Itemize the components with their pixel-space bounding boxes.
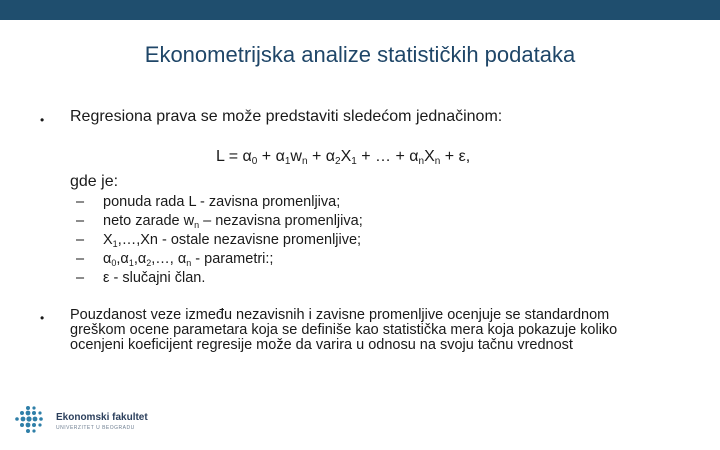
list-item xyxy=(76,194,596,213)
slide-title: Ekonometrijska analize statističkih podataka xyxy=(144,42,576,67)
definitions-list xyxy=(76,194,596,289)
dash-marker: – xyxy=(76,194,85,210)
definition-text: neto zarade $w_n$ – nezavisna promenljiva; xyxy=(103,213,363,230)
paragraph-line: greškom ocene parametara koja se definiše kao statistička mera koja pokazuje koliko xyxy=(70,322,618,338)
bullet-text-regression: Regresiona prava se može predstaviti sledećom jednačinom: xyxy=(70,108,503,125)
bullet-marker: • xyxy=(40,311,45,325)
definition-text: ε - slučajni član. xyxy=(103,270,206,286)
faculty-logo xyxy=(14,405,154,437)
list-item xyxy=(76,213,596,232)
logo-name: Ekonomski fakultet xyxy=(56,412,148,423)
dash-marker: – xyxy=(76,232,85,248)
dash-marker: – xyxy=(76,270,85,286)
list-item xyxy=(76,251,596,270)
reliability-paragraph xyxy=(70,308,690,353)
dash-marker: – xyxy=(76,213,85,229)
definition-text: $\alpha_0,\alpha_1,\alpha_2,\dots$, $\alpha_n$ - parametri:; xyxy=(103,251,274,268)
regression-equation: $L = \alpha_0 + \alpha_1w_n + \alpha_2X_1$ + … + $\alpha_nX_n + \varepsilon$, xyxy=(216,148,471,167)
gde-je-label: gde je: xyxy=(70,173,119,190)
definition-text: $X_1,\dots,Xn$ - ostale nezavisne promenljive; xyxy=(103,232,362,249)
dotted-emblem-icon xyxy=(14,405,52,437)
top-accent-bar xyxy=(0,0,720,20)
dash-marker: – xyxy=(76,251,85,267)
list-item xyxy=(76,270,596,289)
logo-subtitle: UNIVERZITET U BEOGRADU xyxy=(56,425,135,431)
paragraph-line: ocenjeni koeficijent regresije može da varira u odnosu na svoju tačnu vrednost xyxy=(70,337,573,353)
bullet-marker: • xyxy=(40,113,45,127)
paragraph-line: Pouzdanost veze između nezavisnih i zavisne promenljive ocenjuje se standardnom xyxy=(70,307,610,323)
list-item xyxy=(76,232,596,251)
definition-text: ponuda rada L - zavisna promenljiva; xyxy=(103,194,341,210)
